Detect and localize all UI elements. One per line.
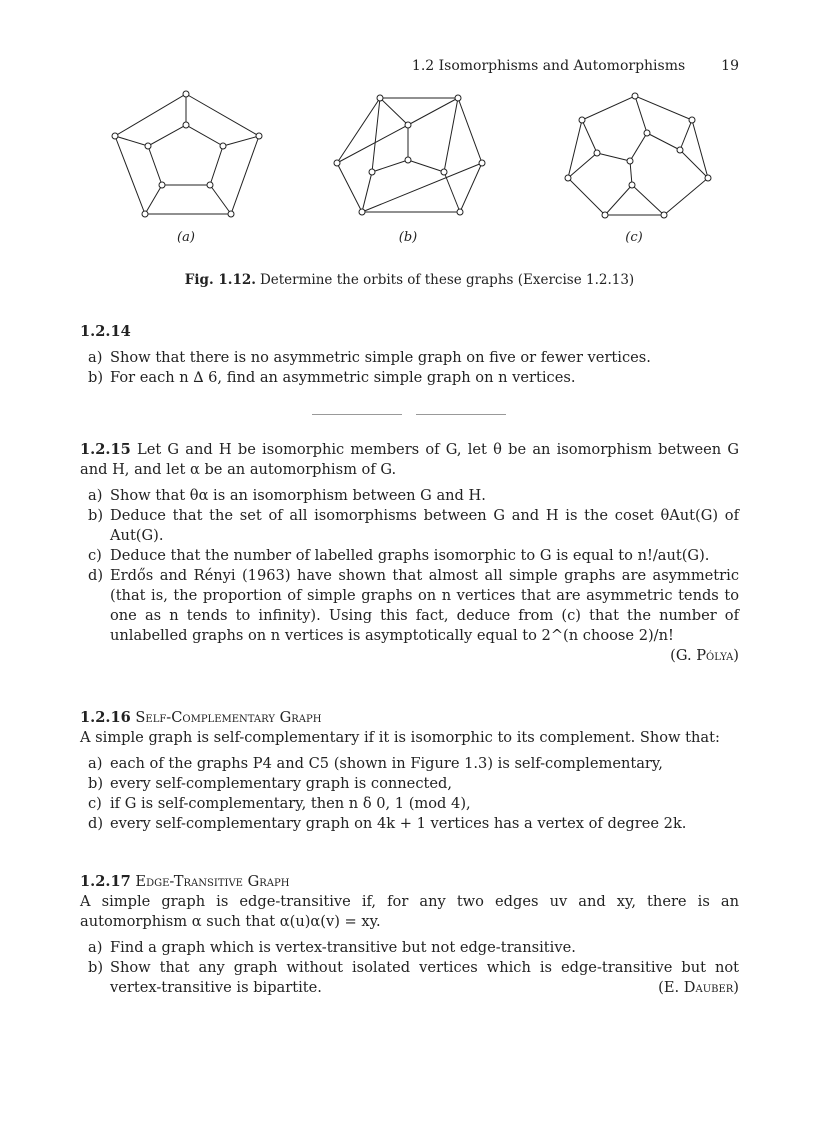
list-item: b) every self-complementary graph is connected, [88,775,452,792]
exercise-number: 1.2.15 [80,441,131,458]
exercise-1-2-16 [80,708,739,834]
exercise-number: 1.2.14 [80,323,131,340]
exercise-intro: A simple graph is self-complementary if it is isomorphic to its complement. Show that: [80,729,720,746]
label-c: (c) [625,230,643,245]
caption-label: Fig. 1.12. [184,272,256,288]
item-list [80,486,739,664]
page [80,0,739,1123]
exercise-intro: Let G and H be isomorphic members of G, let θ be an isomorphism between G and H, and let α be an automorphism of G. [80,441,740,478]
list-item: d) Erdős and Rényi (1963) have shown that almost all simple graphs are asymmetric (that is, the proportion of simple graphs on n vertices that are asymmetric tends to one as n tends to infinity). Using this fact, deduce from (c) that the number of unlabelled graphs on n vertices is asymptotically equal to 2^(n choose 2)/n! (G. Pólya) [88,567,739,664]
exercise-title: Edge-Transitive Graph [135,873,290,890]
item-list [80,754,739,834]
exercise-number: 1.2.17 [80,873,131,890]
graph-a [110,88,270,228]
list-item: b) Show that any graph without isolated vertices which is edge-transitive but not vertex-transitive is bipartite. (E. Dauber) [88,959,739,996]
exercise-number: 1.2.16 [80,709,131,726]
separator [312,414,506,415]
figure-caption [80,272,739,288]
label-b: (b) [398,230,418,245]
exercise-intro: A simple graph is edge-transitive if, for any two edges uv and xy, there is an automorphism α such that α(u)α(v) = xy. [80,893,739,930]
header-section: 1.2 Isomorphisms and Automorphisms [411,58,686,74]
exercise-title: Self-Complementary Graph [135,709,322,726]
list-item: d) every self-complementary graph on 4k + 1 vertices has a vertex of degree 2k. [88,815,687,832]
list-item: a) Show that θα is an isomorphism between G and H. [88,487,486,504]
list-item: b) For each n ∆ 6, find an asymmetric simple graph on n vertices. [88,369,576,386]
attribution: (E. Dauber) [658,979,739,996]
graph-b [332,88,492,228]
caption-text: Determine the orbits of these graphs (Exercise 1.2.13) [259,272,635,288]
list-item: b) Deduce that the set of all isomorphisms between G and H is the coset θAut(G) of Aut(G). [88,507,739,544]
page-number: 19 [721,58,739,74]
list-item: a) each of the graphs P4 and C5 (shown in Figure 1.3) is self-complementary, [88,755,663,772]
graph-c [560,88,720,228]
list-item: a) Find a graph which is vertex-transitive but not edge-transitive. [88,939,576,956]
running-header [412,58,739,74]
attribution: (G. Pólya) [670,647,739,664]
figure-1-12 [80,88,739,248]
item-list [80,938,739,998]
list-item: a) Show that there is no asymmetric simple graph on five or fewer vertices. [88,349,651,366]
exercise-1-2-15 [80,440,739,666]
exercise-1-2-14 [80,322,739,388]
list-item: c) if G is self-complementary, then n δ 0, 1 (mod 4), [88,795,471,812]
exercise-1-2-17 [80,872,739,998]
label-a: (a) [177,230,195,245]
list-item: c) Deduce that the number of labelled graphs isomorphic to G is equal to n!/aut(G). [88,547,710,564]
item-list [80,348,739,388]
